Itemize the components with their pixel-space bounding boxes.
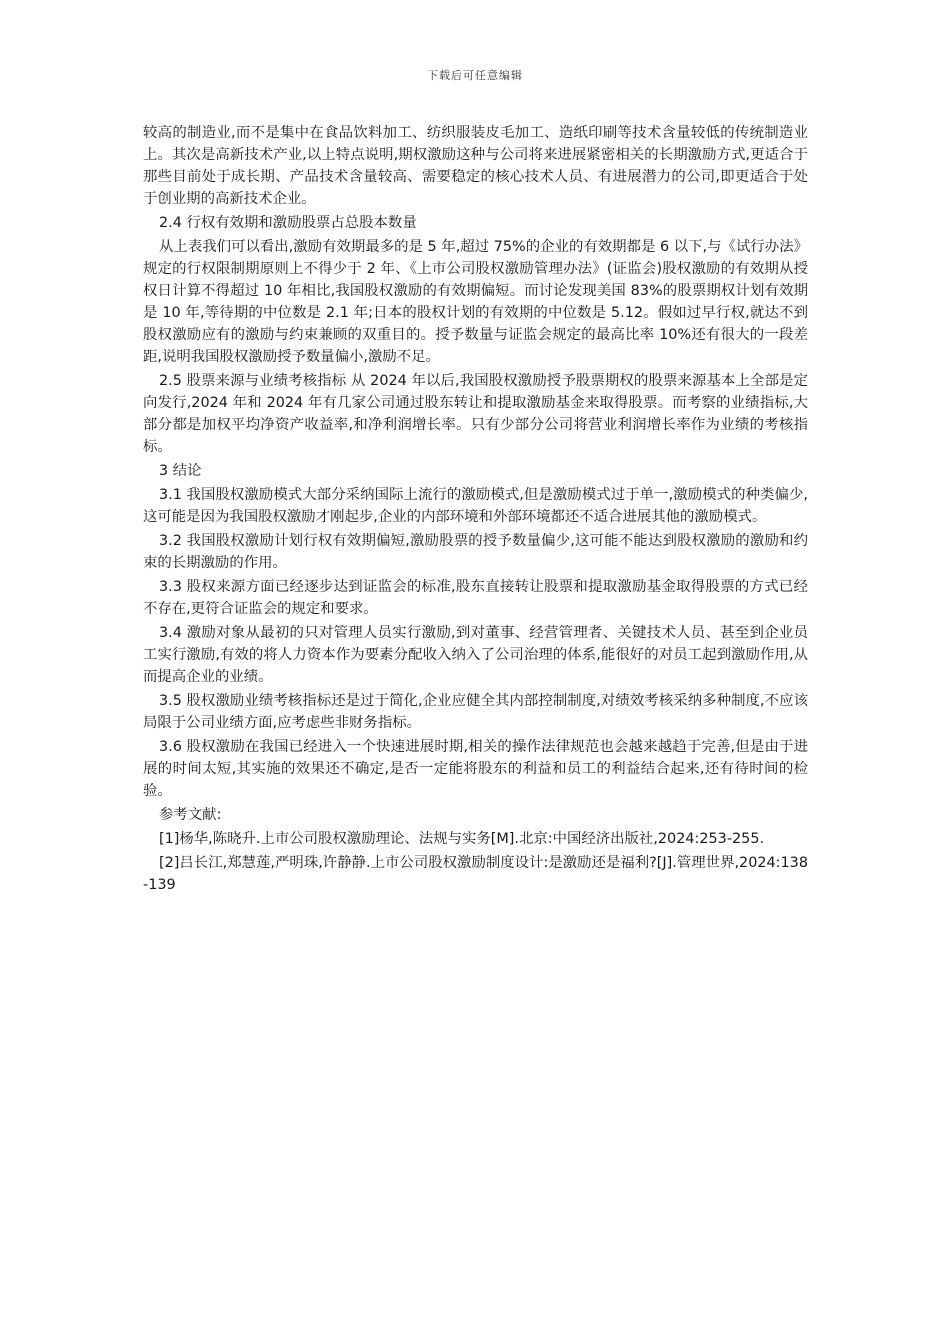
paragraph-3-3: 3.3 股权来源方面已经逐步达到证监会的标准,股东直接转让股票和提取激励基金取得股票的方式已经不存在,更符合证监会的规定和要求。 [143,579,808,617]
heading-conclusion: 3 结论 [159,463,202,479]
paragraph-3-5: 3.5 股权激励业绩考核指标还是过于简化,企业应健全其内部控制制度,对绩效考核采纳多种制度,不应该局限于公司业绩方面,应考虑些非财务指标。 [143,693,808,731]
paragraph-2-4: 从上表我们可以看出,激励有效期最多的是 5 年,超过 75%的企业的有效期都是 6 以下,与《试行办法》规定的行权限制期原则上不得少于 2 年、《上市公司股权激励管理办法》(证监会)股权激励的有效期从授权日计算不得超过 10 年相比,我国股权激励的有效期偏短。而讨论发现美国 83%的股票期权计划有效期是 10 年,等待期的中位数是 2.1 年;日本的股权计划的有效期的中位数是 5.12。假如过早行权,就达不到股权激励应有的激励与约束兼顾的双重目的。授予数量与证监会规定的最高比率 10%还有很大的一段差距,说明我国股权激励授予数量偏小,激励不足。 [143,239,808,365]
paragraph-3-4: 3.4 激励对象从最初的只对管理人员实行激励,到对董事、经营管理者、关键技术人员、甚至到企业员工实行激励,有效的将人力资本作为要素分配收入纳入了公司治理的体系,能很好的对员工起到激励作用,从而提高企业的业绩。 [143,625,808,685]
reference-2: [2]吕长江,郑慧莲,严明珠,许静静.上市公司股权激励制度设计:是激励还是福利?[J].管理世界,2024:138-139 [143,855,808,893]
paragraph-2-5: 2.5 股票来源与业绩考核指标 从 2024 年以后,我国股权激励授予股票期权的股票来源基本上全部是定向发行,2024 年和 2024 年有几家公司通过股东转让和提取激励基金来取得股票。而考察的业绩指标,大部分都是加权平均净资产收益率,和净利润增长率。只有少部分公司将营业利润增长率作为业绩的考核指标。 [143,373,808,455]
paragraph-3-6: 3.6 股权激励在我国已经进入一个快速进展时期,相关的操作法律规范也会越来越趋于完善,但是由于进展的时间太短,其实施的效果还不确定,是否一定能将股东的利益和员工的利益结合起来,还有待时间的检验。 [143,739,808,799]
document-body [143,122,808,898]
paragraph-3-2: 3.2 我国股权激励计划行权有效期偏短,激励股票的授予数量偏少,这可能不能达到股权激励的激励和约束的长期激励的作用。 [143,533,808,571]
paragraph-3-1: 3.1 我国股权激励模式大部分采纳国际上流行的激励模式,但是激励模式过于单一,激励模式的种类偏少,这可能是因为我国股权激励才刚起步,企业的内部环境和外部环境都还不适合进展其他的激励模式。 [143,487,808,525]
heading-2-4: 2.4 行权有效期和激励股票占总股本数量 [159,215,417,231]
references-heading: 参考文献: [159,807,222,823]
paragraph-intro: 较高的制造业,而不是集中在食品饮料加工、纺织服装皮毛加工、造纸印刷等技术含量较低的传统制造业上。其次是高新技术产业,以上特点说明,期权激励这种与公司将来进展紧密相关的长期激励方式,更适合于那些目前处于成长期、产品技术含量较高、需要稳定的核心技术人员、有进展潜力的公司,即更适合于处于创业期的高新技术企业。 [143,125,808,207]
page-header: 下载后可任意编辑 [427,69,523,82]
reference-1: [1]杨华,陈晓升.上市公司股权激励理论、法规与实务[M].北京:中国经济出版社,2024:253-255. [159,831,765,847]
